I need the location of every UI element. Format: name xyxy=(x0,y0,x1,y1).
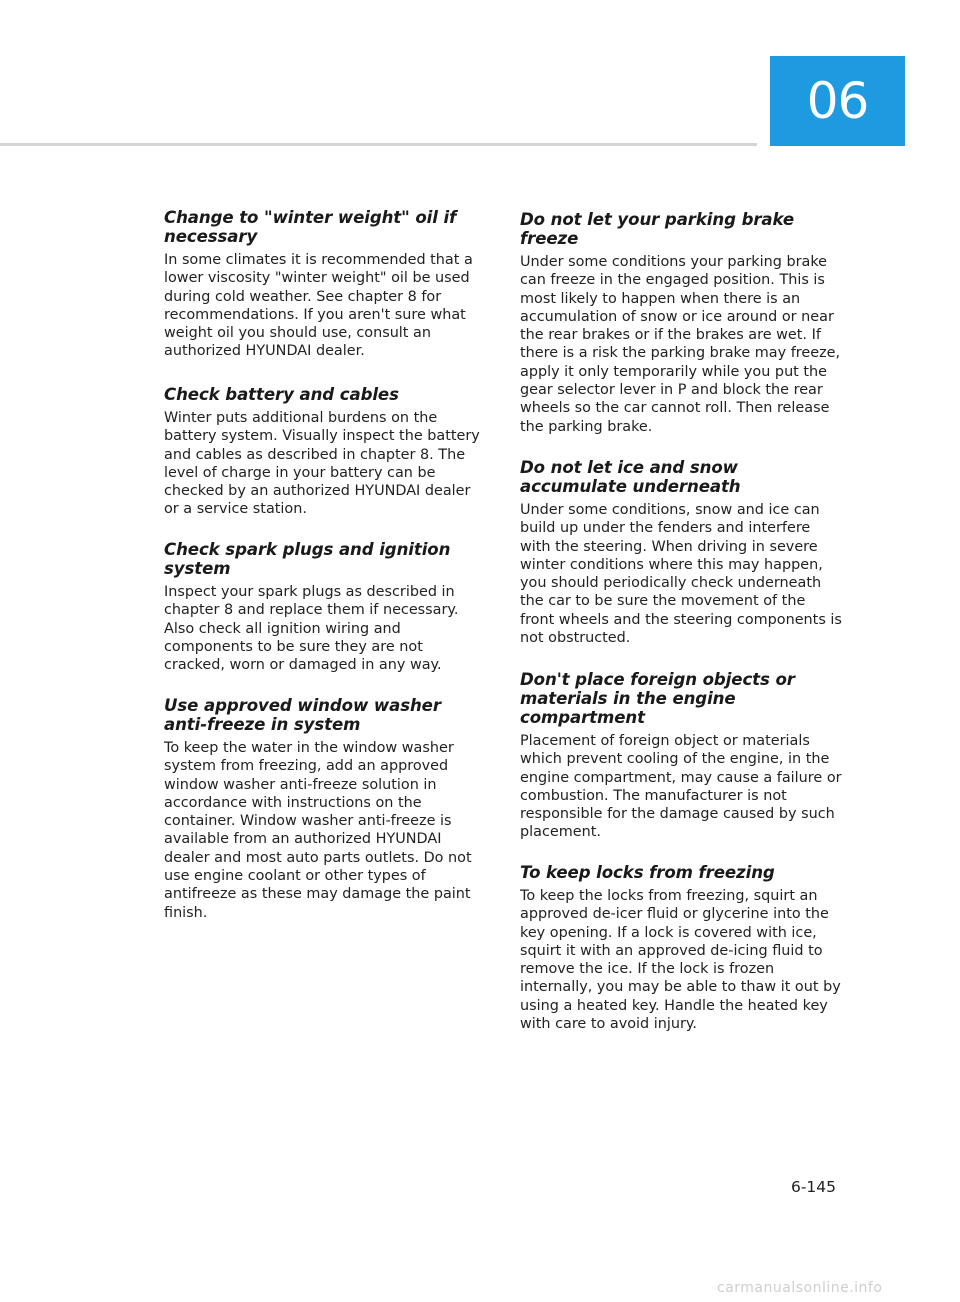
section-heading: Don't place foreign objects or materials in the engine compartment xyxy=(520,670,795,727)
section-body: Under some conditions your parking brake can freeze in the engaged position. This is most likely to happen when there is an accumulation of snow or ice around or near the rear brakes or if the brakes are wet. If there is a risk the parking brake may freeze, apply it only temporarily while you put the gear selector lever in P and block the rear wheels so the car cannot roll. Then release the parking brake. xyxy=(520,254,841,435)
section-foreign-objects xyxy=(520,670,842,842)
section-heading: Use approved window washer anti-freeze in system xyxy=(164,696,441,734)
section-heading: Check battery and cables xyxy=(164,385,399,404)
section-heading: Do not let ice and snow accumulate underneath xyxy=(520,458,741,496)
section-heading: To keep locks from freezing xyxy=(520,863,775,882)
section-parking-brake xyxy=(520,210,842,436)
chapter-number: 06 xyxy=(806,72,869,130)
watermark: carmanualsonline.info xyxy=(717,1280,883,1296)
section-ice-snow xyxy=(520,458,842,647)
section-body: Winter puts additional burdens on the battery system. Visually inspect the battery and cables as described in chapter 8. The level of charge in your battery can be checked by an authorized HYUNDAI dealer or a service station. xyxy=(164,410,480,518)
section-spark-plugs xyxy=(164,540,484,674)
page-number: 6-145 xyxy=(790,1178,836,1196)
section-winter-oil xyxy=(164,208,484,361)
section-body: Placement of foreign object or materials which prevent cooling of the engine, in the engine compartment, may cause a failure or combustion. The manufacturer is not responsible for the damage caused by such placement. xyxy=(520,733,842,841)
chapter-tab xyxy=(770,56,905,146)
section-heading: Do not let your parking brake freeze xyxy=(520,210,795,248)
section-body: Inspect your spark plugs as described in chapter 8 and replace them if necessary. Also check all ignition wiring and components to be sure they are not cracked, worn or damaged in any way. xyxy=(164,584,459,674)
section-heading: Check spark plugs and ignition system xyxy=(164,540,451,578)
section-washer-antifreeze xyxy=(164,696,484,922)
section-battery xyxy=(164,385,484,519)
section-heading: Change to "winter weight" oil if necessary xyxy=(164,208,457,246)
section-locks xyxy=(520,863,842,1033)
section-body: To keep the locks from freezing, squirt an approved de-icer fluid or glycerine into the key opening. If a lock is covered with ice, squirt it with an approved de-icing fluid to remove the ice. If the lock is frozen internally, you may be able to thaw it out by using a heated key. Handle the heated key with care to avoid injury. xyxy=(520,888,841,1033)
header-rule xyxy=(0,143,757,146)
section-body: Under some conditions, snow and ice can build up under the fenders and interfere with the steering. When driving in severe winter conditions where this may happen, you should periodically check underneath the car to be sure the movement of the front wheels and the steering components is not obstructed. xyxy=(520,502,842,647)
section-body: In some climates it is recommended that a lower viscosity "winter weight" oil be used during cold weather. See chapter 8 for recommendations. If you aren't sure what weight oil you should use, consult an authorized HYUNDAI dealer. xyxy=(164,252,473,360)
section-body: To keep the water in the window washer system from freezing, add an approved window washer anti-freeze solution in accordance with instructions on the container. Window washer anti-freeze is available from an authorized HYUNDAI dealer and most auto parts outlets. Do not use engine coolant or other types of antifreeze as these may damage the paint finish. xyxy=(164,740,472,921)
